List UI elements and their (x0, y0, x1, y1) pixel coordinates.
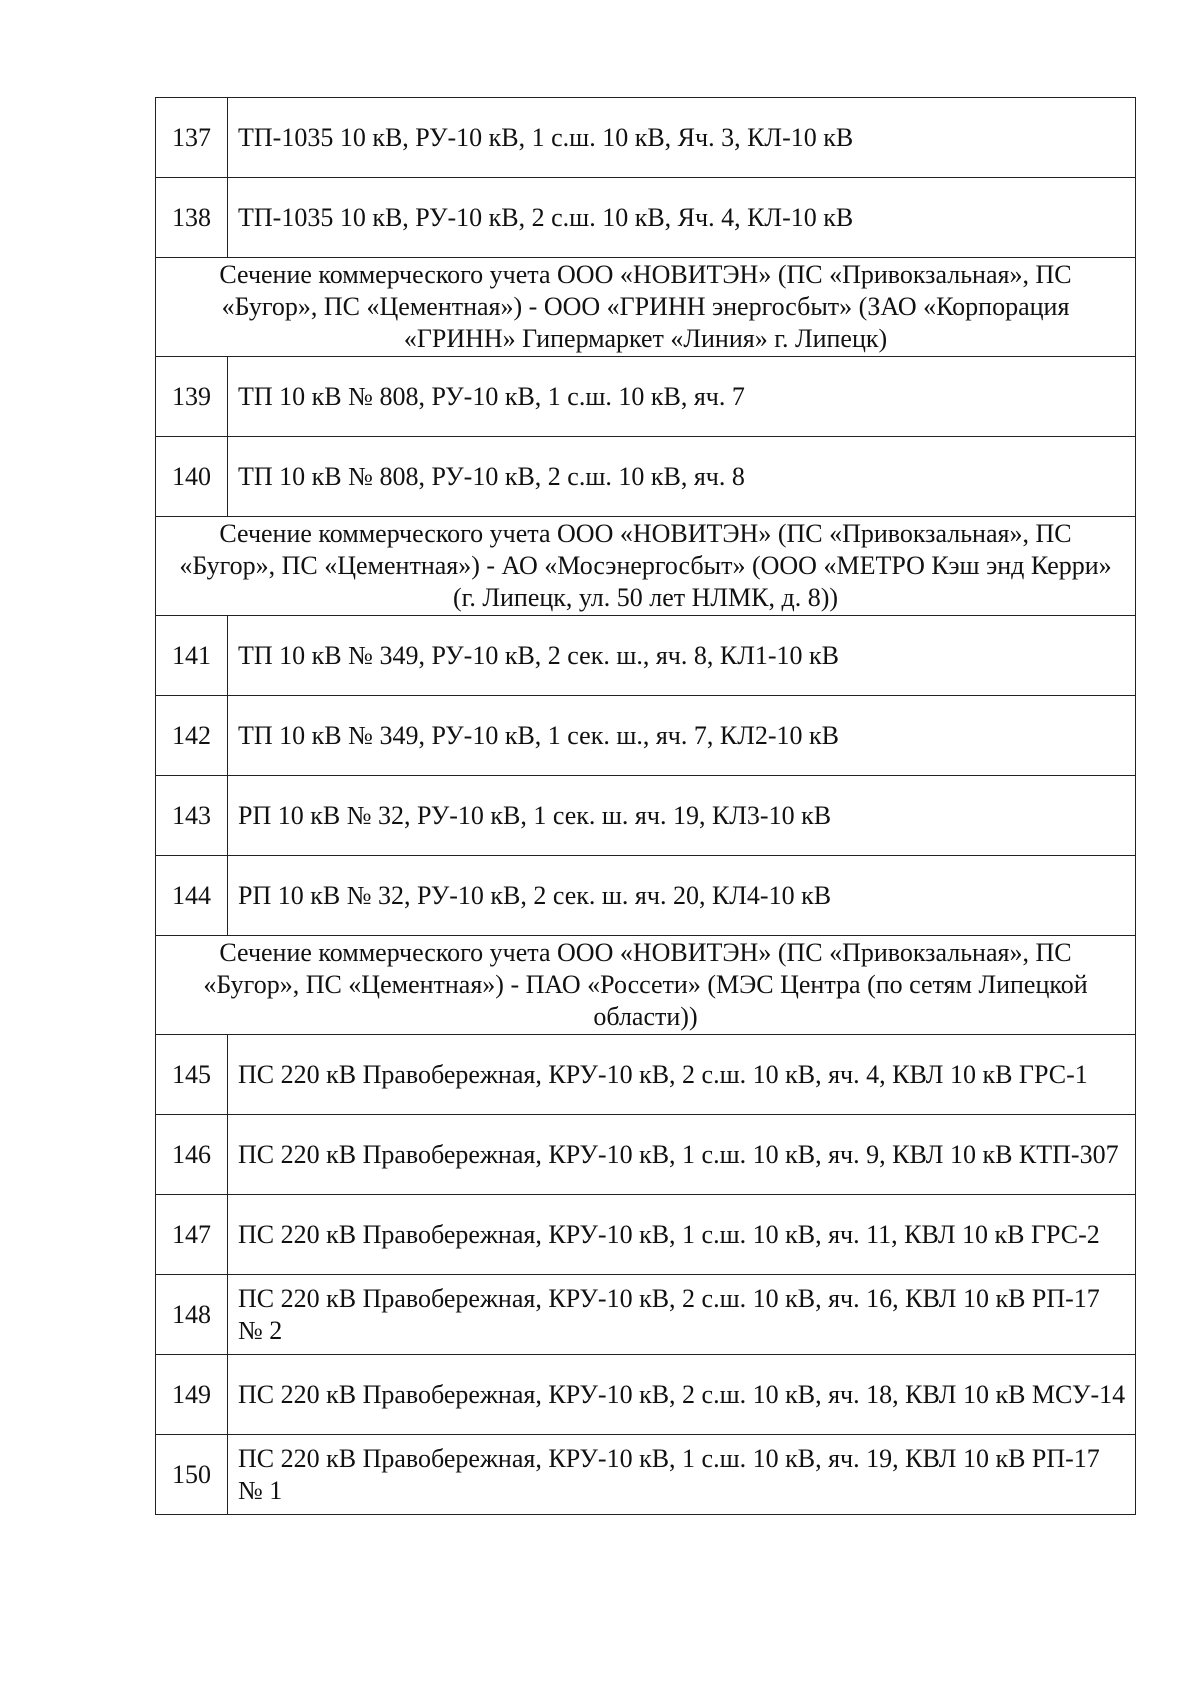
table-row (156, 696, 1136, 776)
row-number: 145 (156, 1035, 228, 1115)
row-description: ПС 220 кВ Правобережная, КРУ-10 кВ, 2 с.ш. 10 кВ, яч. 16, КВЛ 10 кВ РП-17 № 2 (228, 1275, 1136, 1355)
table-row (156, 98, 1136, 178)
row-number: 148 (156, 1275, 228, 1355)
table-row (156, 856, 1136, 936)
section-heading-row (156, 258, 1136, 357)
row-description: ТП-1035 10 кВ, РУ-10 кВ, 1 с.ш. 10 кВ, Яч. 3, КЛ-10 кВ (228, 98, 1136, 178)
section-heading-row (156, 517, 1136, 616)
row-description: ПС 220 кВ Правобережная, КРУ-10 кВ, 1 с.ш. 10 кВ, яч. 9, КВЛ 10 кВ КТП-307 (228, 1115, 1136, 1195)
row-description: ТП 10 кВ № 349, РУ-10 кВ, 2 сек. ш., яч. 8, КЛ1-10 кВ (228, 616, 1136, 696)
row-number: 142 (156, 696, 228, 776)
table-row (156, 1115, 1136, 1195)
section-heading: Сечение коммерческого учета ООО «НОВИТЭН» (ПС «Привокзальная», ПС «Бугор», ПС «Цементная») - ПАО «Россети» (МЭС Центра (по сетям Липецкой области)) (156, 936, 1136, 1035)
table-row (156, 1275, 1136, 1355)
row-description: ТП 10 кВ № 808, РУ-10 кВ, 1 с.ш. 10 кВ, яч. 7 (228, 357, 1136, 437)
row-description: ТП 10 кВ № 808, РУ-10 кВ, 2 с.ш. 10 кВ, яч. 8 (228, 437, 1136, 517)
table-row (156, 1435, 1136, 1515)
table-row (156, 616, 1136, 696)
table-row (156, 1355, 1136, 1435)
row-number: 150 (156, 1435, 228, 1515)
row-description: ПС 220 кВ Правобережная, КРУ-10 кВ, 1 с.ш. 10 кВ, яч. 11, КВЛ 10 кВ ГРС-2 (228, 1195, 1136, 1275)
row-description: ПС 220 кВ Правобережная, КРУ-10 кВ, 2 с.ш. 10 кВ, яч. 18, КВЛ 10 кВ МСУ-14 (228, 1355, 1136, 1435)
row-number: 149 (156, 1355, 228, 1435)
section-heading: Сечение коммерческого учета ООО «НОВИТЭН» (ПС «Привокзальная», ПС «Бугор», ПС «Цементная») - ООО «ГРИНН энергосбыт» (ЗАО «Корпорация «ГРИНН» Гипермаркет «Линия» г. Липецк) (156, 258, 1136, 357)
table-row (156, 178, 1136, 258)
row-number: 146 (156, 1115, 228, 1195)
row-description: ПС 220 кВ Правобережная, КРУ-10 кВ, 2 с.ш. 10 кВ, яч. 4, КВЛ 10 кВ ГРС-1 (228, 1035, 1136, 1115)
table-row (156, 1195, 1136, 1275)
row-number: 143 (156, 776, 228, 856)
row-number: 137 (156, 98, 228, 178)
row-number: 147 (156, 1195, 228, 1275)
section-heading: Сечение коммерческого учета ООО «НОВИТЭН» (ПС «Привокзальная», ПС «Бугор», ПС «Цементная») - АО «Мосэнергосбыт» (ООО «МЕТРО Кэш энд Керри» (г. Липецк, ул. 50 лет НЛМК, д. 8)) (156, 517, 1136, 616)
row-description: ТП 10 кВ № 349, РУ-10 кВ, 1 сек. ш., яч. 7, КЛ2-10 кВ (228, 696, 1136, 776)
row-description: ПС 220 кВ Правобережная, КРУ-10 кВ, 1 с.ш. 10 кВ, яч. 19, КВЛ 10 кВ РП-17 № 1 (228, 1435, 1136, 1515)
row-number: 140 (156, 437, 228, 517)
row-number: 144 (156, 856, 228, 936)
row-number: 139 (156, 357, 228, 437)
metering-points-table (155, 97, 1136, 1515)
row-number: 138 (156, 178, 228, 258)
row-number: 141 (156, 616, 228, 696)
table-body (156, 98, 1136, 1515)
row-description: РП 10 кВ № 32, РУ-10 кВ, 2 сек. ш. яч. 20, КЛ4-10 кВ (228, 856, 1136, 936)
table-row (156, 1035, 1136, 1115)
row-description: ТП-1035 10 кВ, РУ-10 кВ, 2 с.ш. 10 кВ, Яч. 4, КЛ-10 кВ (228, 178, 1136, 258)
table-row (156, 357, 1136, 437)
section-heading-row (156, 936, 1136, 1035)
row-description: РП 10 кВ № 32, РУ-10 кВ, 1 сек. ш. яч. 19, КЛ3-10 кВ (228, 776, 1136, 856)
table-row (156, 437, 1136, 517)
table-row (156, 776, 1136, 856)
